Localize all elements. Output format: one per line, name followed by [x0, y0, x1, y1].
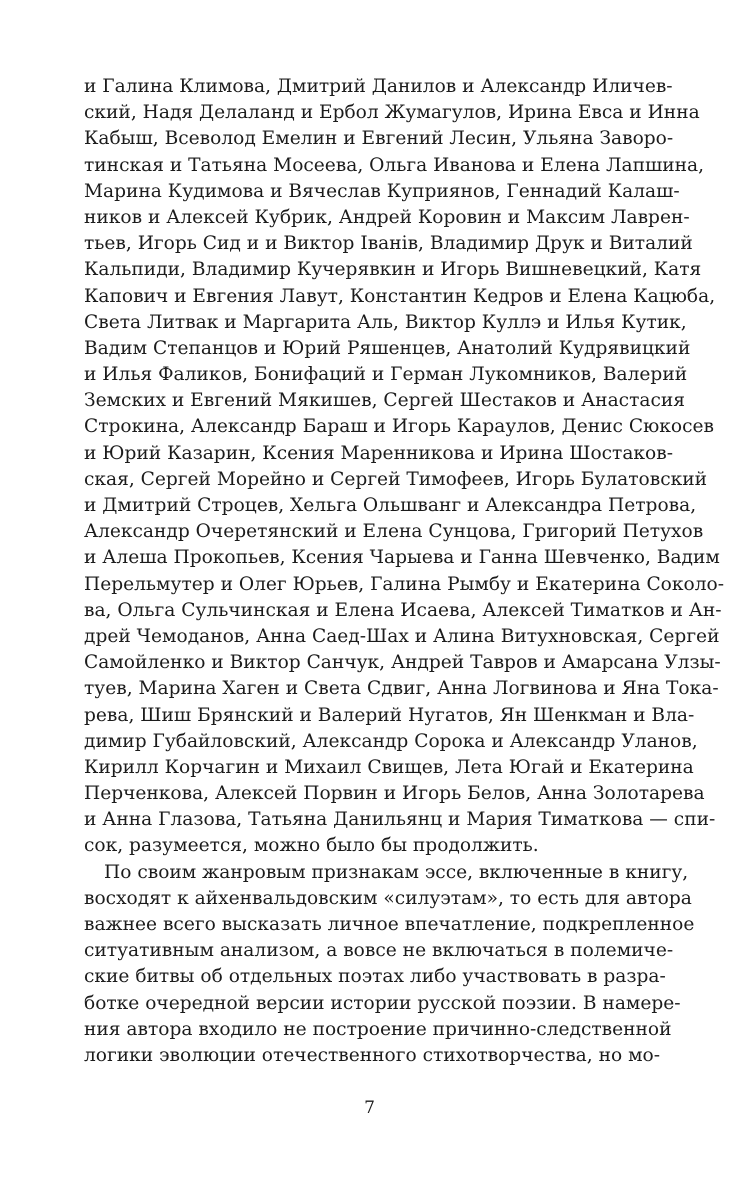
- text-line: сок, разумеется, можно было бы продолжить.: [84, 835, 539, 857]
- text-line: Перельмутер и Олег Юрьев, Галина Рымбу и Екатерина Соколо-: [84, 573, 724, 595]
- text-line: ситуативным анализом, а вовсе не включаться в полемиче-: [84, 940, 674, 962]
- text-line: и Илья Фаликов, Бонифаций и Герман Лукомников, Валерий: [84, 364, 688, 386]
- text-line: тьев, Игорь Сид и и Виктор Іванів, Владимир Друк и Виталий: [84, 233, 693, 255]
- text-line: Кирилл Корчагин и Михаил Свищев, Лета Югай и Екатерина: [84, 756, 694, 778]
- text-line: ботке очередной версии истории русской поэзии. В намере-: [84, 992, 681, 1014]
- text-line: димир Губайловский, Александр Сорока и Александр Уланов,: [84, 730, 698, 752]
- text-line: ва, Ольга Сульчинская и Елена Исаева, Алексей Тиматков и Ан-: [84, 599, 722, 621]
- text-line: Земских и Евгений Мякишев, Сергей Шестаков и Анастасия: [84, 390, 685, 412]
- text-line: Строкина, Александр Бараш и Игорь Караулов, Денис Сюкосев: [84, 416, 714, 438]
- text-line: туев, Марина Хаген и Света Сдвиг, Анна Логвинова и Яна Тока-: [84, 678, 719, 700]
- paragraph-names-list: [84, 74, 724, 860]
- page-number: 7: [364, 1098, 375, 1118]
- text-line: По своим жанровым признакам эссе, включенные в книгу,: [104, 861, 689, 883]
- text-line: и Анна Глазова, Татьяна Данильянц и Мария Тиматкова — спи-: [84, 809, 716, 831]
- text-line: рева, Шиш Брянский и Валерий Нугатов, Ян Шенкман и Вла-: [84, 704, 695, 726]
- text-line: восходят к айхенвальдовским «силуэтам», то есть для автора: [84, 887, 692, 909]
- text-line: и Юрий Казарин, Ксения Маренникова и Ирина Шостаков-: [84, 442, 673, 464]
- text-line: и Дмитрий Строцев, Хельга Ольшванг и Александра Петрова,: [84, 495, 697, 516]
- body-text: [84, 74, 724, 1069]
- text-line: дрей Чемоданов, Анна Саед-Шах и Алина Витухновская, Сергей: [84, 625, 720, 647]
- text-line: Александр Очеретянский и Елена Сунцова, Григорий Петухов: [84, 521, 704, 543]
- text-line: Кальпиди, Владимир Кучерявкин и Игорь Вишневецкий, Катя: [84, 259, 702, 281]
- text-line: и Алеша Прокопьев, Ксения Чарыева и Ганна Шевченко, Вадим: [84, 547, 720, 569]
- paragraph-genre-essay: [84, 860, 695, 1070]
- text-line: Марина Кудимова и Вячеслав Куприянов, Геннадий Калаш-: [84, 180, 680, 202]
- text-line: Вадим Степанцов и Юрий Ряшенцев, Анатолий Кудрявицкий: [84, 337, 691, 359]
- text-line: и Галина Климова, Дмитрий Данилов и Александр Иличев-: [84, 76, 673, 97]
- text-line: ский, Надя Делаланд и Ербол Жумагулов, Ирина Евса и Инна: [84, 102, 700, 124]
- text-line: Кабыш, Всеволод Емелин и Евгений Лесин, Ульяна Заворо-: [84, 128, 674, 150]
- text-line: Самойленко и Виктор Санчук, Андрей Тавров и Амарсана Улзы-: [84, 652, 721, 674]
- text-line: логики эволюции отечественного стихотворчества, но мо-: [84, 1044, 661, 1066]
- text-line: Капович и Евгения Лавут, Константин Кедров и Елена Кацюба,: [84, 285, 716, 307]
- text-line: важнее всего высказать личное впечатление, подкрепленное: [84, 914, 695, 935]
- text-line: тинская и Татьяна Мосеева, Ольга Иванова и Елена Лапшина,: [84, 154, 705, 176]
- text-line: Света Литвак и Маргарита Аль, Виктор Куллэ и Илья Кутик,: [84, 311, 687, 333]
- text-line: ские битвы об отдельных поэтах либо участвовать в разра-: [84, 966, 666, 988]
- text-line: ская, Сергей Морейно и Сергей Тимофеев, Игорь Булатовский: [84, 468, 708, 490]
- text-line: ния автора входило не построение причинно-следственной: [84, 1018, 672, 1040]
- text-line: ников и Алексей Кубрик, Андрей Коровин и Максим Лаврен-: [84, 206, 690, 228]
- text-line: Перченкова, Алексей Порвин и Игорь Белов, Анна Золотарева: [84, 783, 705, 805]
